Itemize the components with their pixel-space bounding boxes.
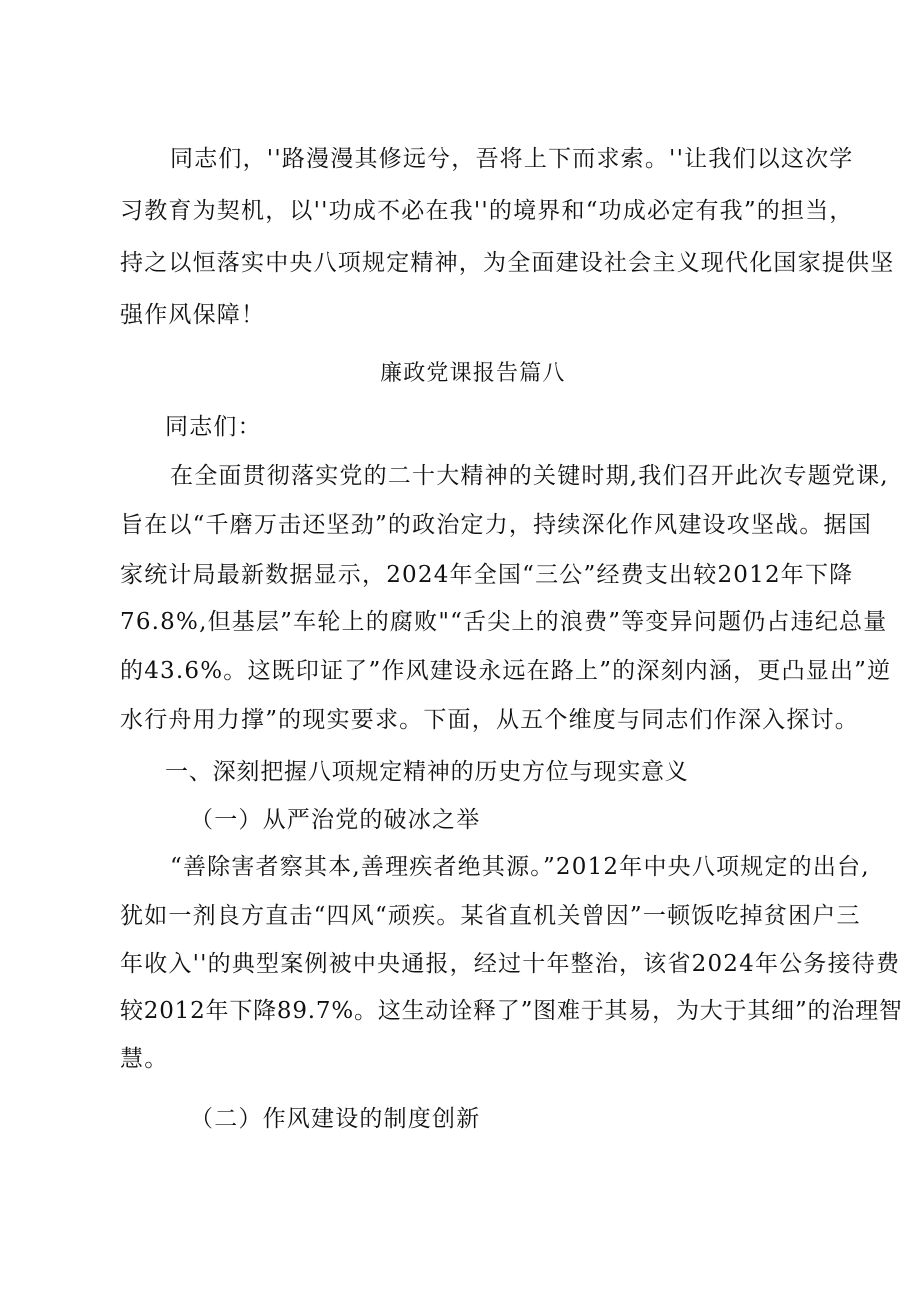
paragraph-line: 年收入''的典型案例被中央通报，经过十年整治，该省2024年公务接待费: [120, 951, 901, 977]
paragraph-line: 旨在以“千磨万击还坚劲”的政治定力，持续深化作风建设攻坚战。据国: [120, 512, 872, 538]
heading-level-1: 一、深刻把握八项规定精神的历史方位与现实意义: [165, 759, 689, 785]
paragraph-line: 较2012年下降89.7%。这生动诠释了”图难于其易，为大于其细”的治理智: [120, 998, 903, 1024]
paragraph-line: 水行舟用力撑”的现实要求。下面，从五个维度与同志们作深入探讨。: [120, 707, 859, 733]
paragraph-line: 76.8%,但基层”车轮上的腐败"“舌尖上的浪费”等变异问题仍占违纪总量: [120, 609, 888, 635]
paragraph-line: 同志们，''路漫漫其修远兮，吾将上下而求索。''让我们以这次学: [170, 146, 854, 172]
subheading: （二）作风建设的制度创新: [190, 1106, 481, 1132]
subheading: （一）从严治党的破冰之举: [190, 807, 481, 833]
paragraph-line: 在全面贯彻落实党的二十大精神的关键时期,我们召开此次专题党课,: [170, 463, 889, 489]
paragraph-line: 持之以恒落实中央八项规定精神，为全面建设社会主义现代化国家提供坚: [120, 250, 895, 276]
paragraph-line: “善除害者察其本,善理疾者绝其源。”2012年中央八项规定的出台,: [170, 854, 870, 880]
paragraph-line: 强作风保障！: [120, 302, 266, 328]
paragraph-line: 的43.6%。这既印证了”作风建设永远在路上”的深刻内涵，更凸显出”逆: [120, 658, 892, 684]
paragraph-line: 慧。: [120, 1046, 169, 1072]
paragraph-line: 家统计局最新数据显示，2024年全国“三公”经费支出较2012年下降: [120, 562, 854, 588]
paragraph-line: 习教育为契机，以''功成不必在我''的境界和“功成必定有我”的担当，: [120, 198, 854, 224]
section-title: 廉政党课报告篇八: [380, 361, 566, 386]
salutation: 同志们：: [165, 414, 262, 440]
paragraph-line: 犹如一剂良方直击“四风“顽疾。某省直机关曾因”一顿饭吃掉贫困户三: [120, 903, 861, 929]
